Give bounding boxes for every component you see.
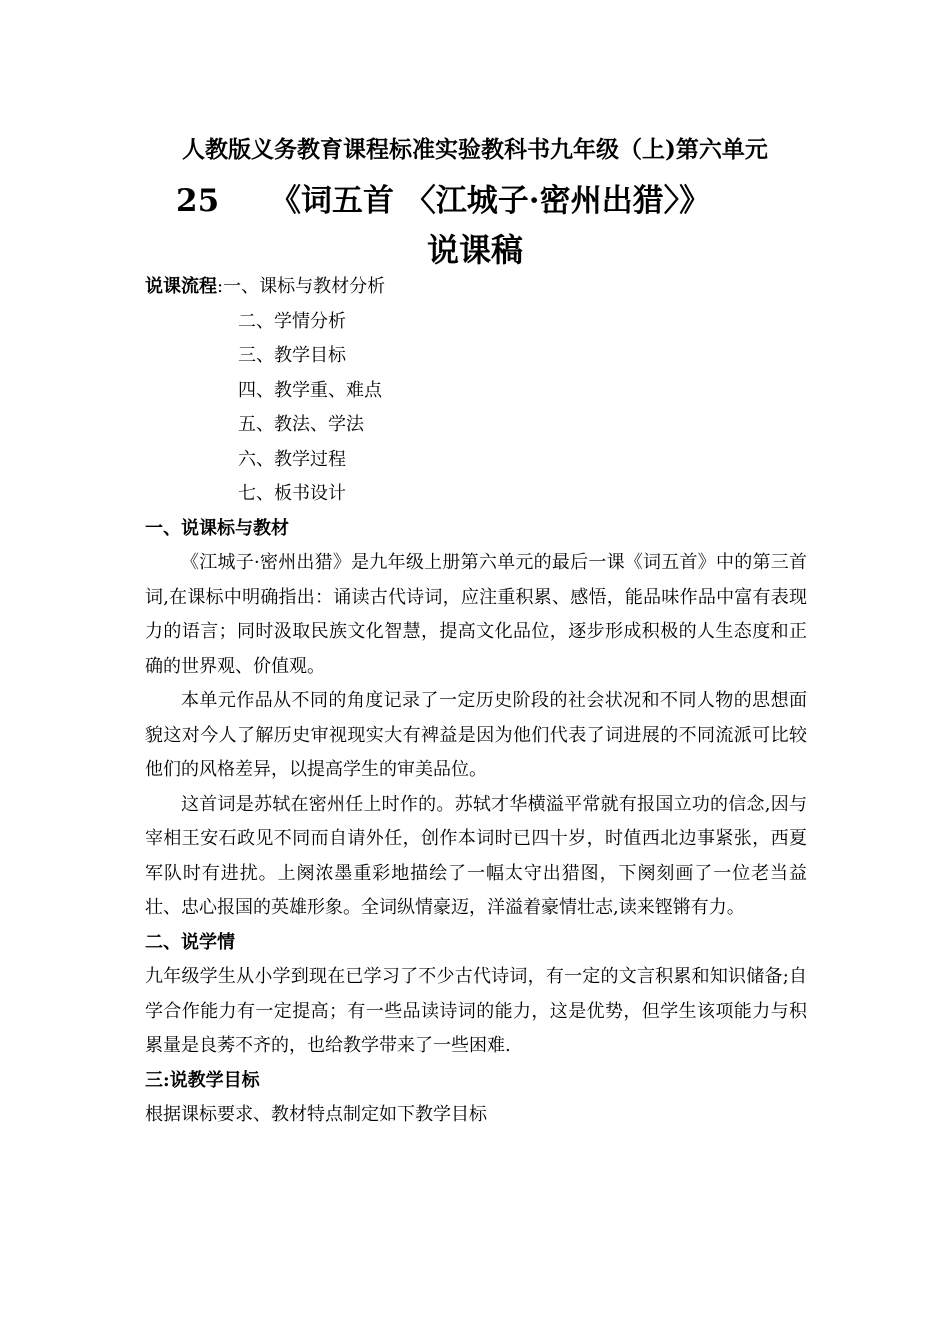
paragraph: 九年级学生从小学到现在已学习了不少古代诗词，有一定的文言积累和知识储备;自学合作能力有一定提高；有一些品读诗词的能力，这是优势，但学生该项能力与积累量是良莠不齐的，也给教学带来了一些困难.: [145, 966, 807, 1056]
section-heading-objectives: 三:说教学目标: [145, 1069, 260, 1091]
lesson-flow-item: 六、教学过程: [238, 448, 346, 470]
document-title-lesson: [176, 180, 796, 222]
lesson-flow-item: 一、课标与教材分析: [223, 276, 386, 297]
lesson-flow-item: 七、板书设计: [238, 483, 346, 504]
document-title-series: 人教版义务教育课程标准实验教科书九年级（上)第六单元: [182, 136, 768, 163]
lesson-flow-item: 三、教学目标: [238, 345, 346, 366]
lesson-flow: [145, 270, 807, 512]
lesson-flow-label: 说课流程: [145, 276, 217, 297]
paragraph: 这首词是苏轼在密州任上时作的。苏轼才华横溢平常就有报国立功的信念,因与宰相王安石政见不同而自请外任，创作本词时已四十岁，时值西北边事紧张，西夏军队时有进扰。上阕浓墨重彩地描绘了一幅太守出猎图，下阕刻画了一位老当益壮、忠心报国的英雄形象。全词纵情豪迈，洋溢着豪情壮志,读来铿锵有力。: [145, 793, 807, 918]
paragraph: 《江城子·密州出猎》是九年级上册第六单元的最后一课《词五首》中的第三首词,在课标中明确指出：诵读古代诗词，应注重积累、感悟，能品味作品中富有表现力的语言；同时汲取民族文化智慧，提高文化品位，逐步形成积极的人生态度和正确的世界观、价值观。: [145, 552, 807, 677]
document-title-type: 说课稿: [426, 231, 523, 269]
paragraph: 根据课标要求、教材特点制定如下教学目标: [145, 1104, 487, 1125]
lesson-number: 25: [176, 183, 220, 219]
lesson-flow-colon: :: [217, 276, 224, 297]
paragraph: 本单元作品从不同的角度记录了一定历史阶段的社会状况和不同人物的思想面貌这对今人了解历史审视现实大有裨益是因为他们代表了词进展的不同流派可比较他们的风格差异，以提高学生的审美品位。: [145, 690, 807, 780]
lesson-flow-item: 四、教学重、难点: [238, 379, 382, 401]
section-heading-students: 二、说学情: [145, 931, 235, 953]
document-body: [145, 270, 807, 1133]
lesson-title: 《词五首 〈江城子·密州出猎〉》: [270, 183, 711, 219]
lesson-flow-item: 二、学情分析: [238, 310, 346, 332]
lesson-flow-first-line: [145, 270, 807, 305]
section-heading-curriculum: 一、说课标与教材: [145, 517, 289, 539]
lesson-flow-item: 五、教法、学法: [238, 414, 364, 435]
